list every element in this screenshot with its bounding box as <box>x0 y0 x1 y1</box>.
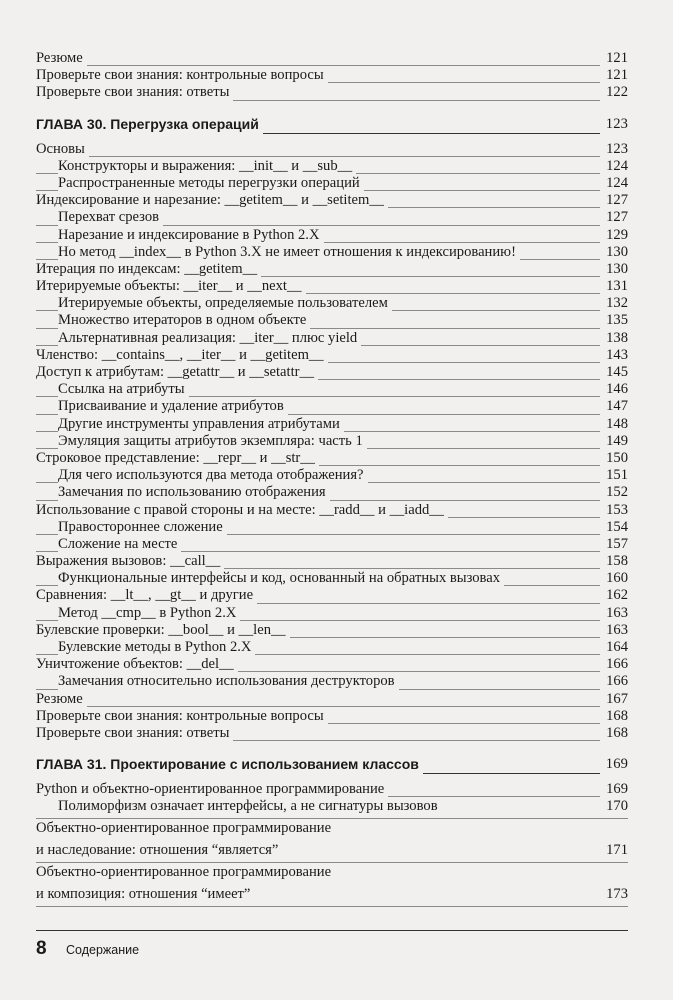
toc-entry-page: 138 <box>600 330 628 347</box>
toc-entry <box>36 278 628 295</box>
toc-entry-page: 166 <box>600 673 628 690</box>
toc-entry-page: 158 <box>600 553 628 570</box>
toc-entry-title: Конструкторы и выражения: __init__ и __sub__ <box>58 158 356 175</box>
toc-entry-title: Сравнения: __lt__, __gt__ и другие <box>36 587 257 604</box>
toc-entry <box>36 261 628 278</box>
toc-entry-title: Метод __cmp__ в Python 2.X <box>58 605 240 622</box>
toc-entry-title: Итерируемые объекты, определяемые пользователем <box>58 295 392 312</box>
toc-entry-title: Булевские методы в Python 2.X <box>58 639 255 656</box>
toc-entry <box>36 244 628 261</box>
toc-entry-title: Другие инструменты управления атрибутами <box>58 416 344 433</box>
toc-entry <box>36 67 628 84</box>
toc-entry-title: Распространенные методы перегрузки операций <box>58 175 364 192</box>
toc-entry <box>36 175 628 192</box>
toc-entry <box>36 312 628 329</box>
toc-entry <box>36 691 628 708</box>
toc-entry <box>36 587 628 604</box>
toc-entry <box>36 519 628 536</box>
toc-entry-page: 166 <box>600 656 628 673</box>
toc-entry-title: Уничтожение объектов: __del__ <box>36 656 238 673</box>
toc-entry-title: Множество итераторов в одном объекте <box>58 312 310 329</box>
toc-entry-page: 169 <box>600 781 628 798</box>
toc-entry-title: Итерация по индексам: __getitem__ <box>36 261 261 278</box>
toc-entry <box>36 781 628 798</box>
toc-entry-page: 129 <box>600 227 628 244</box>
toc-entry <box>36 553 628 570</box>
toc-entry <box>36 639 628 656</box>
toc-entry-page: 162 <box>600 587 628 604</box>
toc-entry <box>36 227 628 244</box>
toc-entry-page: 154 <box>600 519 628 536</box>
toc-entry-page: 145 <box>600 364 628 381</box>
toc-entry-title: Полиморфизм означает интерфейсы, а не сигнатуры вызовов <box>58 798 442 815</box>
toc-entry-page: 130 <box>600 261 628 278</box>
toc-entry-page: 135 <box>600 312 628 329</box>
toc-entry-title: Резюме <box>36 50 87 67</box>
toc-entry-page: 157 <box>600 536 628 553</box>
toc-entry-page: 124 <box>600 158 628 175</box>
toc-entry-title: ГЛАВА 30. Перегрузка операций <box>36 114 263 135</box>
toc-entry-page: 124 <box>600 175 628 192</box>
toc-entry-title: Выражения вызовов: __call__ <box>36 553 224 570</box>
toc-entry-page: 127 <box>600 192 628 209</box>
toc-entry <box>36 864 628 886</box>
toc-entry-page: 168 <box>600 708 628 725</box>
toc-entry-title: и композиция: отношения “имеет” <box>36 886 254 903</box>
toc-entry-title: Итерируемые объекты: __iter__ и __next__ <box>36 278 306 295</box>
toc-entry-title: и наследование: отношения “является” <box>36 842 282 859</box>
toc-entry <box>36 192 628 209</box>
toc-entry-title: Строковое представление: __repr__ и __str__ <box>36 450 319 467</box>
toc-entry-title: Эмуляция защиты атрибутов экземпляра: часть 1 <box>58 433 367 450</box>
toc-entry-title: Проверьте свои знания: контрольные вопросы <box>36 708 328 725</box>
toc-entry <box>36 820 628 842</box>
toc-entry <box>36 416 628 433</box>
toc-entry <box>36 798 628 820</box>
toc-entry-page: 121 <box>600 50 628 67</box>
toc-entry-title: Python и объектно-ориентированное программирование <box>36 781 388 798</box>
toc-entry-title: Замечания по использованию отображения <box>58 484 330 501</box>
toc-entry <box>36 295 628 312</box>
toc-entry <box>36 673 628 690</box>
toc-entry-title: Замечания относительно использования деструкторов <box>58 673 399 690</box>
toc-entry-page: 121 <box>600 67 628 84</box>
toc-entry-page: 168 <box>600 725 628 742</box>
toc-entry <box>36 330 628 347</box>
toc-entry-title: Функциональные интерфейсы и код, основанный на обратных вызовах <box>58 570 504 587</box>
toc-entry-page: 152 <box>600 484 628 501</box>
toc-entry-page: 146 <box>600 381 628 398</box>
toc-entry <box>36 467 628 484</box>
toc-entry <box>36 886 628 908</box>
toc-entry <box>36 347 628 364</box>
toc-entry-page: 153 <box>600 502 628 519</box>
page-number: 8 <box>36 938 47 959</box>
toc-entry <box>36 605 628 622</box>
toc-entry-page: 149 <box>600 433 628 450</box>
toc-entry-title: Для чего используются два метода отображения? <box>58 467 368 484</box>
toc-entry <box>36 536 628 553</box>
toc-entry-title: Булевские проверки: __bool__ и __len__ <box>36 622 290 639</box>
toc-entry <box>36 484 628 501</box>
toc-entry-title: Объектно-ориентированное программирование <box>36 864 335 881</box>
toc-entry-page: 163 <box>600 605 628 622</box>
toc-entry-page: 131 <box>600 278 628 295</box>
toc-entry <box>36 570 628 587</box>
toc-entry <box>36 381 628 398</box>
chapter-heading <box>36 114 628 135</box>
toc-entry <box>36 502 628 519</box>
toc-entry <box>36 84 628 101</box>
chapter-heading <box>36 754 628 775</box>
toc-entry <box>36 209 628 226</box>
toc-entry-title: Сложение на месте <box>58 536 181 553</box>
toc-entry-title: Но метод __index__ в Python 3.X не имеет отношения к индексированию! <box>58 244 520 261</box>
toc-entry-title: Проверьте свои знания: ответы <box>36 725 233 742</box>
toc-entry-page: 171 <box>600 842 628 859</box>
footer-rule <box>36 930 628 931</box>
toc-entry <box>36 708 628 725</box>
toc-entry <box>36 450 628 467</box>
toc-entry-page: 151 <box>600 467 628 484</box>
toc-entry-page: 170 <box>600 798 628 815</box>
toc-entry <box>36 50 628 67</box>
toc-entry <box>36 725 628 742</box>
toc-entry-title: Членство: __contains__, __iter__ и __getitem__ <box>36 347 328 364</box>
toc-entry-title: ГЛАВА 31. Проектирование с использованием классов <box>36 754 423 775</box>
toc-entry-page: 167 <box>600 691 628 708</box>
toc-entry-title: Перехват срезов <box>58 209 163 226</box>
toc-entry-page: 163 <box>600 622 628 639</box>
toc-entry-page: 148 <box>600 416 628 433</box>
toc-entry-title: Правостороннее сложение <box>58 519 227 536</box>
toc-entry <box>36 364 628 381</box>
toc-entry <box>36 141 628 158</box>
toc-entry-page: 169 <box>600 754 628 775</box>
running-footer-title: Содержание <box>66 943 140 957</box>
toc-entry-page: 123 <box>600 114 628 135</box>
toc-entry <box>36 656 628 673</box>
toc-entry <box>36 398 628 415</box>
toc-entry-title: Присваивание и удаление атрибутов <box>58 398 288 415</box>
toc-entry-title: Проверьте свои знания: ответы <box>36 84 233 101</box>
toc-entry-title: Ссылка на атрибуты <box>58 381 189 398</box>
toc-entry <box>36 622 628 639</box>
toc-entry-page: 132 <box>600 295 628 312</box>
toc-entry-page: 147 <box>600 398 628 415</box>
toc-entry-page: 164 <box>600 639 628 656</box>
toc-entry-title: Объектно-ориентированное программирование <box>36 820 335 837</box>
toc-entry-page: 130 <box>600 244 628 261</box>
toc-entry-title: Альтернативная реализация: __iter__ плюс yield <box>58 330 361 347</box>
toc-entry-title: Нарезание и индексирование в Python 2.X <box>58 227 324 244</box>
toc-entry-title: Индексирование и нарезание: __getitem__ и __setitem__ <box>36 192 388 209</box>
table-of-contents <box>36 50 628 908</box>
toc-entry-title: Основы <box>36 141 89 158</box>
toc-entry-page: 150 <box>600 450 628 467</box>
toc-entry <box>36 433 628 450</box>
toc-entry-page: 173 <box>600 886 628 903</box>
toc-entry-title: Доступ к атрибутам: __getattr__ и __setattr__ <box>36 364 318 381</box>
toc-entry-page: 123 <box>600 141 628 158</box>
toc-entry <box>36 158 628 175</box>
toc-entry-page: 127 <box>600 209 628 226</box>
toc-entry-page: 143 <box>600 347 628 364</box>
toc-entry-page: 122 <box>600 84 628 101</box>
toc-entry-page: 160 <box>600 570 628 587</box>
toc-entry-title: Проверьте свои знания: контрольные вопросы <box>36 67 328 84</box>
toc-entry-title: Резюме <box>36 691 87 708</box>
toc-entry <box>36 842 628 864</box>
toc-entry-title: Использование с правой стороны и на месте: __radd__ и __iadd__ <box>36 502 448 519</box>
